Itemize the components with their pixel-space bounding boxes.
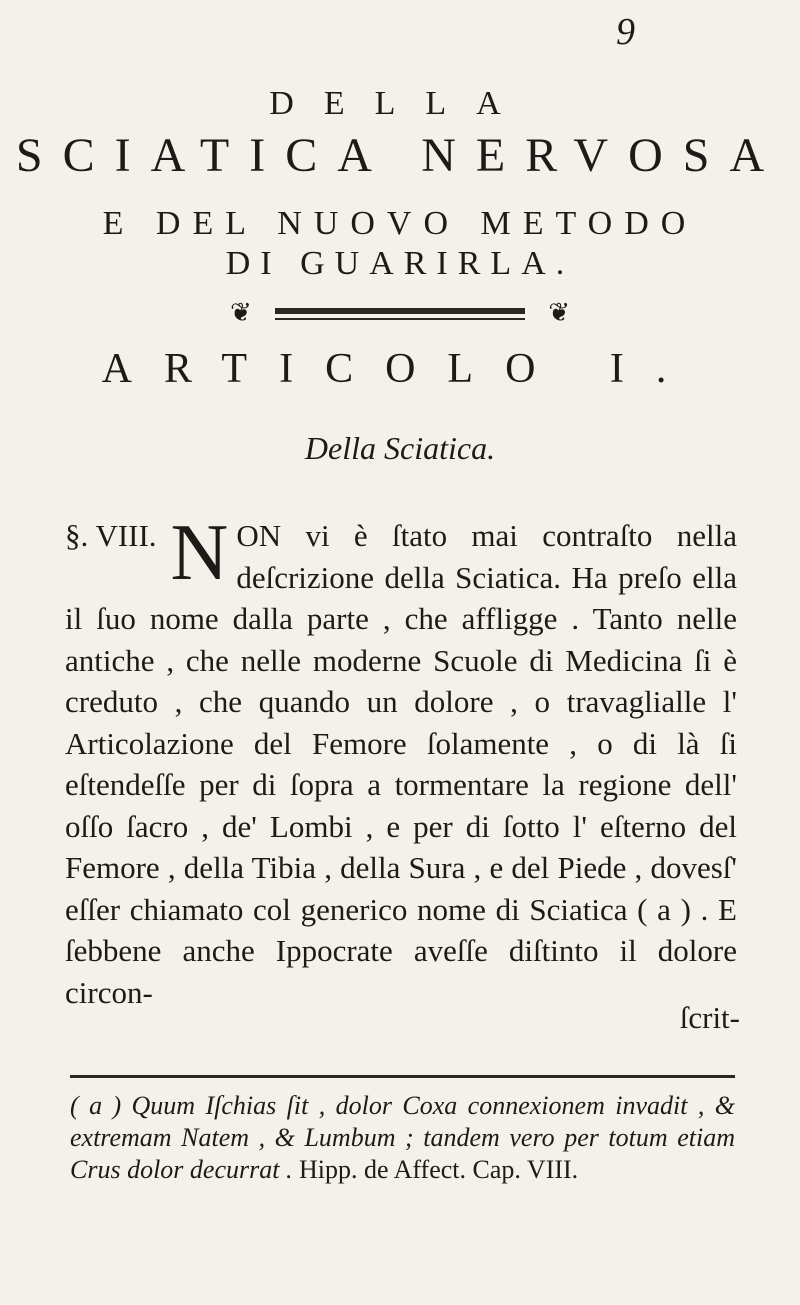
footnote-divider xyxy=(70,1075,735,1078)
footnote-citation: Hipp. de Affect. Cap. VIII. xyxy=(298,1155,579,1184)
fleuron-icon: ❦ xyxy=(230,298,252,327)
section-title: Della Sciatica. xyxy=(304,430,496,466)
catchword: ſcrit- xyxy=(679,1000,740,1035)
page-number: 9 xyxy=(616,11,635,53)
ornament-rule xyxy=(275,308,525,314)
body-paragraph xyxy=(65,509,737,1013)
subtitle-line-1: E DEL NUOVO METODO xyxy=(102,205,698,242)
body-text: ON vi è ſtato mai contraſto nella deſcrizione della Sciatica. Ha preſo ella il ſuo nome dalla parte , che affligge . Tanto nelle antiche , che nelle moderne Scuole di Medicina ſi è creduto , che quando un dolore , o travaglialle l' Articolazione del Femore ſolamente , o di là ſi eſtendeſſe per di ſopra a tormentare la regione dell' oſſo ſacro , de' Lombi , e per di ſotto l' eſterno del Femore , della Tibia , della Sura , e del Piede , dovesſ' eſſer chiamato col generico nome di Sciatica ( a ) . E ſebbene anche Ippocrate aveſſe diſtinto il dolore circon- xyxy=(65,518,737,1010)
header-della: DELLA xyxy=(269,85,531,122)
ornament-rule-thin xyxy=(275,318,525,320)
fleuron-ornament xyxy=(230,300,570,326)
subtitle-line-2: DI GUARIRLA. xyxy=(225,245,575,282)
drop-cap: N xyxy=(170,509,229,597)
paragraph-mark: §. VIII. xyxy=(65,518,157,553)
fleuron-icon: ❦ xyxy=(548,298,570,327)
article-heading: ARTICOLO I. xyxy=(101,346,699,392)
footnote xyxy=(70,1090,735,1186)
footnote-text: ( a ) Quum Iſchias ſit , dolor Coxa connexionem invadit , & extremam Natem , & Lumbum ; tandem vero per totum etiam Crus dolor decurrat . xyxy=(70,1091,735,1184)
page-title: SCIATICA NERVOSA xyxy=(15,129,785,182)
